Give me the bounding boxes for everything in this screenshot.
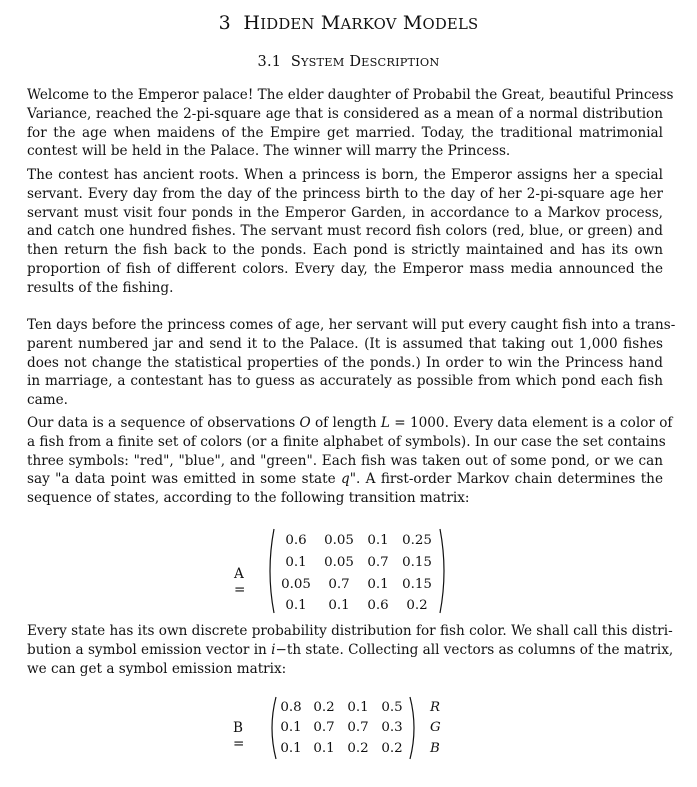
matrix-b-cell: 0.5 [381,700,403,715]
matrix-b-cell: 0.2 [347,741,369,756]
paragraph-line: proportion of fish of different colors. Every day, the Emperor mass media announced the [27,260,663,277]
paragraph-line: Welcome to the Emperor palace! The elder daughter of Probabil the Great, beautiful Princess [27,87,674,103]
subsection-number: 3.1 [257,54,282,70]
paragraph-line: three symbols: "red", "blue", and "green". Each fish was taken out of some pond, or we can [27,452,663,469]
matrix-a-cell: 0.1 [367,577,389,592]
paragraph-line: does not change the statistical properties of the ponds.) In order to win the Princess hand [27,354,663,371]
paragraph-line: The contest has ancient roots. When a princess is born, the Emperor assigns her a special [27,167,663,183]
matrix-a-right-paren [438,528,450,614]
matrix-a-left-paren [264,528,276,614]
matrix-b-row-label: B [430,741,440,756]
paragraph-line: in marriage, a contestant has to guess as accurately as possible from which pond each fish [27,373,663,390]
matrix-a-label: A = [234,566,246,598]
paragraph-line: results of the fishing. [27,279,174,296]
math-L: L [380,415,390,431]
matrix-b-cell: 0.2 [381,741,403,756]
matrix-b-cell: 0.8 [280,700,302,715]
matrix-a-cell: 0.7 [367,555,389,570]
matrix-b-cell: 0.1 [313,741,335,756]
paragraph-line: parent numbered jar and send it to the Palace. (It is assumed that taking out 1,000 fishes [27,335,663,352]
matrix-b-row-label: R [430,700,441,715]
matrix-b-cell: 0.1 [347,700,369,715]
matrix-a-cell: 0.1 [367,533,389,548]
paragraph-line: for the age when maidens of the Empire get married. Today, the traditional matrimonial [27,124,663,141]
paragraph-data [27,414,673,508]
paragraph-line: a fish from a finite set of colors (or a finite alphabet of symbols). In our case the set contains [27,433,666,450]
paragraph-line: contest will be held in the Palace. The winner will marry the Princess. [27,143,511,160]
matrix-b-label: B = [233,720,245,752]
paragraph-line: Ten days before the princess comes of age, her servant will put every caught fish into a trans- [27,317,676,333]
paragraph-line: and catch one hundred fishes. The servant must record fish colors (red, blue, or green) and [27,223,663,240]
matrix-a-cell: 0.6 [285,533,307,548]
paragraph-line: then return the fish back to the ponds. Each pond is strictly maintained and has its own [27,242,663,259]
matrix-b-cell: 0.7 [313,720,335,735]
section-title: HIDDEN MARKOV MODELS [243,12,479,34]
matrix-b-row-label: G [430,720,441,735]
math-O: O [299,415,311,431]
paragraph-line: we can get a symbol emission matrix: [27,660,287,677]
paragraph-emission [27,622,674,678]
paragraph-jars [27,316,676,410]
paragraph-line: Every state has its own discrete probability distribution for fish color. We shall call this distri- [27,623,673,639]
paragraph-line: bution a symbol emission vector in i−th state. Collecting all vectors as columns of the matrix, [27,641,674,658]
matrix-a-cell: 0.05 [281,577,311,592]
paragraph-line: sequence of states, according to the following transition matrix: [27,490,470,507]
math-i: i [271,641,276,658]
matrix-a-cell: 0.7 [328,577,350,592]
matrix-a-cell: 0.6 [367,598,389,613]
paragraph-line: say "a data point was emitted in some state q". A first-order Markov chain determines the [27,471,663,488]
paragraph-line: Variance, reached the 2-pi-square age that is considered as a mean of a normal distribution [27,105,663,122]
paragraph-line: came. [27,392,68,409]
paragraph-line: Our data is a sequence of observations O of length L = 1000. Every data element is a color of [27,415,673,431]
subsection-heading [0,54,697,70]
paragraph-line: servant. Every day from the day of the princess birth to the day of her 2-pi-square age her [27,185,663,202]
matrix-a-cell: 0.25 [402,533,432,548]
matrix-b-cell: 0.2 [313,700,335,715]
section-heading [0,12,697,34]
matrix-a-cell: 0.15 [402,577,432,592]
paragraph-contest [27,166,663,298]
matrix-b-cell: 0.7 [347,720,369,735]
paragraph-line: servant must visit four ponds in the Emperor Garden, in accordance to a Markov process, [27,204,663,221]
matrix-a-cell: 0.05 [324,555,354,570]
matrix-a-cell: 0.1 [328,598,350,613]
matrix-a-cell: 0.1 [285,555,307,570]
matrix-a-cell: 0.2 [406,598,428,613]
paragraph-welcome [27,86,674,161]
matrix-b-cell: 0.1 [280,741,302,756]
section-number: 3 [218,12,231,34]
matrix-a-cell: 0.15 [402,555,432,570]
matrix-a-cell: 0.1 [285,598,307,613]
matrix-a-cell: 0.05 [324,533,354,548]
matrix-b-cell: 0.3 [381,720,403,735]
matrix-b-cell: 0.1 [280,720,302,735]
subsection-title: SYSTEM DESCRIPTION [290,54,440,70]
math-q: q [341,471,350,488]
